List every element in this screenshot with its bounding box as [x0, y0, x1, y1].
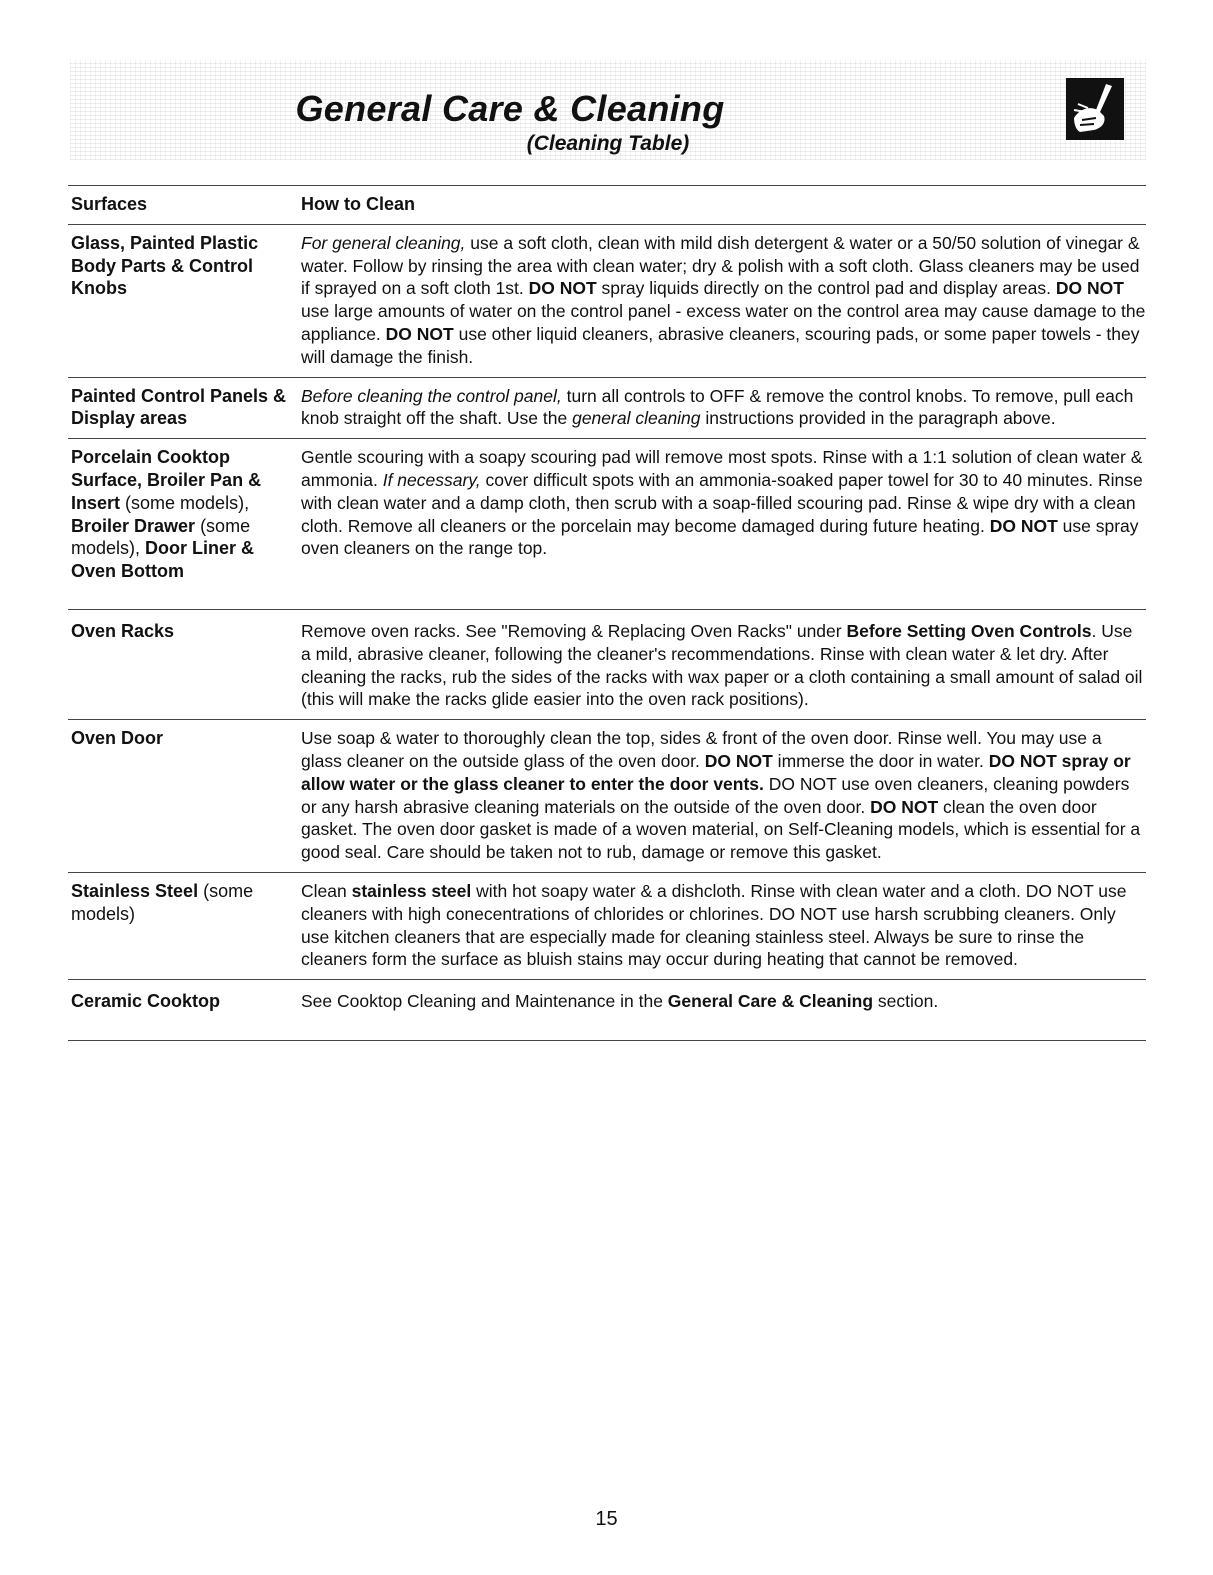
surface-cell: Oven Door [71, 728, 164, 749]
page-title: General Care & Cleaning [295, 88, 725, 129]
page-number: 15 [595, 1508, 618, 1530]
how-to-clean-cell: Before cleaning the control panel, turn all controls to OFF & remove the control knobs. To remove, pull each knob straight off the shaft. Use the general cleaning instructions provided in the paragraph above. [301, 385, 1134, 429]
table-row [68, 979, 1146, 1041]
how-to-clean-cell: Gentle scouring with a soapy scouring pad will remove most spots. Rinse with a 1:1 solution of clean water & ammonia. If necessary, cover difficult spots with an ammonia-soaked paper towel for 30 to 40 minutes. Rinse with clean water and a damp cloth, then scrub with a soap-filled scouring pad. Rinse & wipe dry with a clean cloth. Remove all cleaners or the porcelain may become damaged during future heating. DO NOT use spray oven cleaners on the range top. [301, 447, 1143, 559]
table-row [68, 719, 1146, 872]
table-row [68, 438, 1146, 609]
surface-cell: Stainless Steel (some models) [71, 880, 254, 924]
table-row [68, 377, 1146, 439]
how-to-clean-cell: Remove oven racks. See "Removing & Replacing Oven Racks" under Before Setting Oven Controls. Use a mild, abrasive cleaner, following the cleaner's recommendations. Rinse with clean water & let dry. After cleaning the racks, rub the sides of the racks with wax paper or a cloth containing a small amount of salad oil (this will make the racks glide easier into the oven rack positions). [301, 620, 1143, 710]
how-to-clean-cell: For general cleaning, use a soft cloth, clean with mild dish detergent & water or a 50/50 solution of vinegar & water. Follow by rinsing the area with clean water; dry & polish with a soft cloth. Glass cleaners may be used if sprayed on a soft cloth 1st. DO NOT spray liquids directly on the control pad and display areas. DO NOT use large amounts of water on the control panel - excess water on the control area may cause damage to the appliance. DO NOT use other liquid cleaners, abrasive cleaners, scouring pads, or some paper towels - they will damage the finish. [301, 232, 1146, 367]
how-to-clean-cell: Clean stainless steel with hot soapy water & a dishcloth. Rinse with clean water and a cloth. DO NOT use cleaners with high conecentrations of chlorides or chlorines. DO NOT use harsh scrubbing cleaners. Only use kitchen cleaners that are especially made for cleaning stainless steel. Always be sure to rinse the cleaners form the surface as bluish stains may occur during heating that cannot be removed. [301, 880, 1127, 970]
column-header-surfaces: Surfaces [71, 194, 148, 214]
table-row [68, 872, 1146, 979]
cleaning-table [68, 185, 1146, 1041]
table-row [68, 224, 1146, 377]
table-row [68, 609, 1146, 719]
how-to-clean-cell: Use soap & water to thoroughly clean the top, sides & front of the oven door. Rinse well. You may use a glass cleaner on the outside glass of the oven door. DO NOT immerse the door in water. DO NOT spray or allow water or the glass cleaner to enter the door vents. DO NOT use oven cleaners, cleaning powders or any harsh abrasive cleaning materials on the outside of the oven door. DO NOT clean the oven door gasket. The oven door gasket is made of a woven material, on Self-Cleaning models, which is essential for a good seal. Care should be taken not to rub, damage or remove this gasket. [301, 728, 1141, 863]
surface-cell: Glass, Painted Plastic Body Parts & Control Knobs [71, 232, 259, 299]
column-header-how-to-clean: How to Clean [301, 194, 416, 214]
cleaning-hand-icon [1066, 78, 1124, 140]
table-header-row [68, 185, 1146, 224]
page-header [70, 60, 1146, 160]
surface-cell: Oven Racks [71, 620, 175, 641]
surface-cell: Painted Control Panels & Display areas [71, 385, 287, 429]
how-to-clean-cell: See Cooktop Cleaning and Maintenance in the General Care & Cleaning section. [301, 991, 939, 1012]
surface-cell: Porcelain Cooktop Surface, Broiler Pan & Insert (some models), Broiler Drawer (some models), Door Liner & Oven Bottom [71, 447, 262, 582]
page-subtitle: (Cleaning Table) [526, 132, 690, 155]
surface-cell: Ceramic Cooktop [71, 991, 221, 1012]
